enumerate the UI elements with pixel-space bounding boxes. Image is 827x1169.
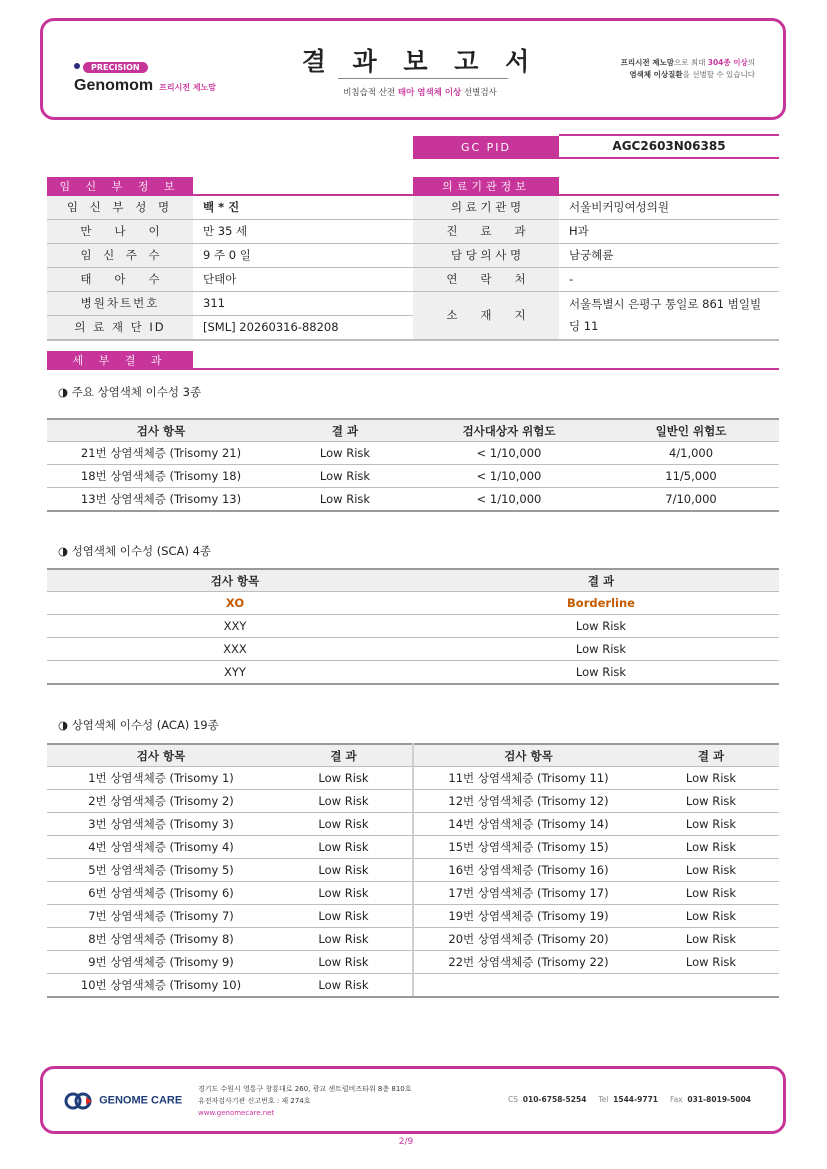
result: Low Risk xyxy=(275,974,413,998)
table-row xyxy=(47,661,779,685)
test-item: 12번 상염색체증 (Trisomy 12) xyxy=(413,790,643,813)
patient-row xyxy=(47,316,414,341)
tagline-disease: 염색체 이상질환 xyxy=(629,70,683,79)
patient-row xyxy=(47,220,414,244)
test-item: 18번 상염색체증 (Trisomy 18) xyxy=(47,465,275,488)
patient-age: 만 35 세 xyxy=(203,224,248,238)
table-row xyxy=(47,974,779,998)
table-header-row xyxy=(47,744,779,767)
subtitle-post: 선별검사 xyxy=(461,88,497,98)
patient-weeks: 9 주 0 일 xyxy=(203,248,251,262)
population-risk: 7/10,000 xyxy=(603,488,779,512)
result: Low Risk xyxy=(423,661,779,685)
table-header-row xyxy=(47,419,779,442)
result: Low Risk xyxy=(275,859,413,882)
result: Low Risk xyxy=(643,790,779,813)
fax-number: 031-8019-5004 xyxy=(687,1095,752,1104)
test-item: 9번 상염색체증 (Trisomy 9) xyxy=(47,951,275,974)
institution-row xyxy=(413,244,779,268)
result: Low Risk xyxy=(643,813,779,836)
subject-risk: < 1/10,000 xyxy=(415,442,603,465)
population-risk: 4/1,000 xyxy=(603,442,779,465)
test-item: XYY xyxy=(47,661,423,685)
result: Low Risk xyxy=(275,905,413,928)
table-row xyxy=(47,488,779,512)
gc-pid-value: AGC2603N06385 xyxy=(559,134,779,159)
tagline-count: 304종 이상 xyxy=(707,58,748,67)
result: Low Risk xyxy=(275,882,413,905)
column-header: 결 과 xyxy=(423,569,779,592)
result: Low Risk xyxy=(643,836,779,859)
table-row xyxy=(47,767,779,790)
institution-address: 서울특별시 은평구 통일로 861 범일빌딩 11 xyxy=(569,297,762,333)
test-item: 15번 상염색체증 (Trisomy 15) xyxy=(413,836,643,859)
column-header: 검사 항목 xyxy=(413,744,643,767)
footer-registration: 유전자검사기관 신고번호 : 제 274호 xyxy=(198,1097,311,1105)
tagline-product: 프리시전 제노맘 xyxy=(620,58,674,67)
result: Low Risk xyxy=(275,951,413,974)
tel-label: Tel xyxy=(598,1095,609,1104)
table-row xyxy=(47,615,779,638)
result: Low Risk xyxy=(423,638,779,661)
column-header: 검사 항목 xyxy=(47,419,275,442)
table-row xyxy=(47,859,779,882)
result: Low Risk xyxy=(275,442,415,465)
test-item: 5번 상염색체증 (Trisomy 5) xyxy=(47,859,275,882)
tel-number: 1544-9771 xyxy=(613,1095,659,1104)
column-header: 일반인 위험도 xyxy=(603,419,779,442)
test-item: 11번 상염색체증 (Trisomy 11) xyxy=(413,767,643,790)
result: Low Risk xyxy=(643,905,779,928)
report-title: 결 과 보 고 서 xyxy=(301,47,539,76)
column-header: 결 과 xyxy=(275,419,415,442)
table-row xyxy=(47,928,779,951)
test-item: 17번 상염색체증 (Trisomy 17) xyxy=(413,882,643,905)
institution-row xyxy=(413,220,779,244)
patient-row xyxy=(47,196,414,220)
result: Low Risk xyxy=(643,928,779,951)
genome-care-logo xyxy=(64,1090,184,1112)
patient-label: 의 료 재 단 ID xyxy=(47,316,193,339)
company-name: GENOME CARE xyxy=(99,1094,183,1107)
result-borderline: Borderline xyxy=(423,592,779,615)
table-row xyxy=(47,905,779,928)
details-header-line xyxy=(193,368,779,370)
result: Low Risk xyxy=(643,767,779,790)
institution-label: 소 재 지 xyxy=(413,292,559,339)
logo-name: Genomom xyxy=(74,77,154,94)
subtitle-highlight: 태아 염색체 이상 xyxy=(397,88,462,98)
test-item: 3번 상염색체증 (Trisomy 3) xyxy=(47,813,275,836)
table-row xyxy=(47,882,779,905)
tagline-mid: 으로 최대 xyxy=(673,58,708,67)
aca-section-title: ◑ 상염색체 이수성 (ACA) 19종 xyxy=(58,718,219,732)
test-item: 6번 상염색체증 (Trisomy 6) xyxy=(47,882,275,905)
report-subtitle xyxy=(300,86,540,98)
patient-info-table xyxy=(47,196,414,341)
cs-label: CS xyxy=(508,1095,518,1104)
test-item: 22번 상염색체증 (Trisomy 22) xyxy=(413,951,643,974)
table-row xyxy=(47,813,779,836)
patient-fetus-count: 단태아 xyxy=(203,272,237,286)
subject-risk: < 1/10,000 xyxy=(415,488,603,512)
test-item: 8번 상염색체증 (Trisomy 8) xyxy=(47,928,275,951)
test-item: XO xyxy=(47,592,423,615)
table-header-row xyxy=(47,569,779,592)
institution-department: H과 xyxy=(569,224,589,238)
tagline-end: 의 xyxy=(747,58,755,67)
patient-row xyxy=(47,244,414,268)
result xyxy=(643,974,779,998)
logo-badge: PRECISION xyxy=(83,62,148,73)
patient-name: 백 * 진 xyxy=(203,200,240,214)
test-item: 20번 상염색체증 (Trisomy 20) xyxy=(413,928,643,951)
institution-row xyxy=(413,268,779,292)
patient-label: 병원차트번호 xyxy=(47,292,193,315)
aca-results-table xyxy=(47,743,779,998)
subject-risk: < 1/10,000 xyxy=(415,465,603,488)
population-risk: 11/5,000 xyxy=(603,465,779,488)
footer-address-block xyxy=(198,1083,412,1119)
patient-label: 임 신 주 수 xyxy=(47,244,193,267)
table-row xyxy=(47,465,779,488)
test-item xyxy=(413,974,643,998)
column-header: 검사 항목 xyxy=(47,569,423,592)
title-divider xyxy=(338,78,508,79)
patient-row xyxy=(47,268,414,292)
test-item: 13번 상염색체증 (Trisomy 13) xyxy=(47,488,275,512)
test-item: 1번 상염색체증 (Trisomy 1) xyxy=(47,767,275,790)
test-item: 2번 상염색체증 (Trisomy 2) xyxy=(47,790,275,813)
sca-results-table xyxy=(47,568,779,685)
page-number: 2/9 xyxy=(398,1137,414,1147)
institution-label: 담 당 의 사 명 xyxy=(413,244,559,267)
gc-pid-label: GC PID xyxy=(413,136,559,159)
institution-contact: - xyxy=(569,272,574,286)
institution-label: 연 락 처 xyxy=(413,268,559,291)
patient-foundation-id: [SML] 20260316-88208 xyxy=(203,320,339,334)
test-item: XXX xyxy=(47,638,423,661)
institution-name: 서울비커밍여성의원 xyxy=(569,200,669,214)
result: Low Risk xyxy=(643,951,779,974)
result: Low Risk xyxy=(643,882,779,905)
result: Low Risk xyxy=(275,465,415,488)
test-item: 16번 상염색체증 (Trisomy 16) xyxy=(413,859,643,882)
patient-label: 임 신 부 성 명 xyxy=(47,196,193,219)
tagline-end2: 을 선별할 수 있습니다 xyxy=(682,70,755,79)
result: Low Risk xyxy=(275,928,413,951)
table-row xyxy=(47,790,779,813)
result: Low Risk xyxy=(275,488,415,512)
result: Low Risk xyxy=(423,615,779,638)
result: Low Risk xyxy=(275,790,413,813)
institution-info-table xyxy=(413,196,779,341)
sca-section-title: ◑ 성염색체 이수성 (SCA) 4종 xyxy=(58,544,212,558)
cs-number: 010-6758-5254 xyxy=(522,1095,587,1104)
test-item: 7번 상염색체증 (Trisomy 7) xyxy=(47,905,275,928)
main-results-table xyxy=(47,418,779,512)
test-item: 14번 상염색체증 (Trisomy 14) xyxy=(413,813,643,836)
institution-row xyxy=(413,292,779,341)
institution-label: 의 료 기 관 명 xyxy=(413,196,559,219)
genomom-logo xyxy=(74,55,264,94)
result: Low Risk xyxy=(275,767,413,790)
result: Low Risk xyxy=(275,836,413,859)
logo-kr: 프리시전 제노맘 xyxy=(159,83,217,92)
genome-care-logo-icon xyxy=(64,1091,94,1111)
main-section-title: ◑ 주요 상염색체 이수성 3종 xyxy=(58,385,202,399)
institution-row xyxy=(413,196,779,220)
patient-section-header: 임 신 부 정 보 xyxy=(47,177,193,196)
header-tagline xyxy=(570,57,755,81)
patient-label: 태 아 수 xyxy=(47,268,193,291)
test-item: 4번 상염색체증 (Trisomy 4) xyxy=(47,836,275,859)
institution-label: 진 료 과 xyxy=(413,220,559,243)
subtitle-pre: 비침습적 산전 xyxy=(343,88,398,98)
test-item: XXY xyxy=(47,615,423,638)
footer-contacts xyxy=(508,1095,751,1104)
footer-website[interactable]: www.genomecare.net xyxy=(198,1109,275,1117)
result: Low Risk xyxy=(275,813,413,836)
patient-row xyxy=(47,292,414,316)
test-item: 10번 상염색체증 (Trisomy 10) xyxy=(47,974,275,998)
institution-doctor: 남궁혜륜 xyxy=(569,248,614,262)
column-header: 결 과 xyxy=(643,744,779,767)
table-row xyxy=(47,592,779,615)
result: Low Risk xyxy=(643,859,779,882)
details-section-header: 세 부 결 과 xyxy=(47,351,193,370)
table-row xyxy=(47,638,779,661)
footer-address: 경기도 수원시 영통구 창룡대로 260, 광교 센트럴비즈타워 8층 810호 xyxy=(198,1085,412,1093)
test-item: 21번 상염색체증 (Trisomy 21) xyxy=(47,442,275,465)
logo-dot-icon xyxy=(74,63,80,69)
patient-label: 만 나 이 xyxy=(47,220,193,243)
column-header: 결 과 xyxy=(275,744,413,767)
column-header: 검사대상자 위험도 xyxy=(415,419,603,442)
patient-chart-number: 311 xyxy=(203,296,225,310)
table-row xyxy=(47,951,779,974)
test-item: 19번 상염색체증 (Trisomy 19) xyxy=(413,905,643,928)
table-row xyxy=(47,442,779,465)
table-row xyxy=(47,836,779,859)
column-header: 검사 항목 xyxy=(47,744,275,767)
fax-label: Fax xyxy=(669,1095,683,1104)
institution-section-header: 의료기관정보 xyxy=(413,177,559,196)
